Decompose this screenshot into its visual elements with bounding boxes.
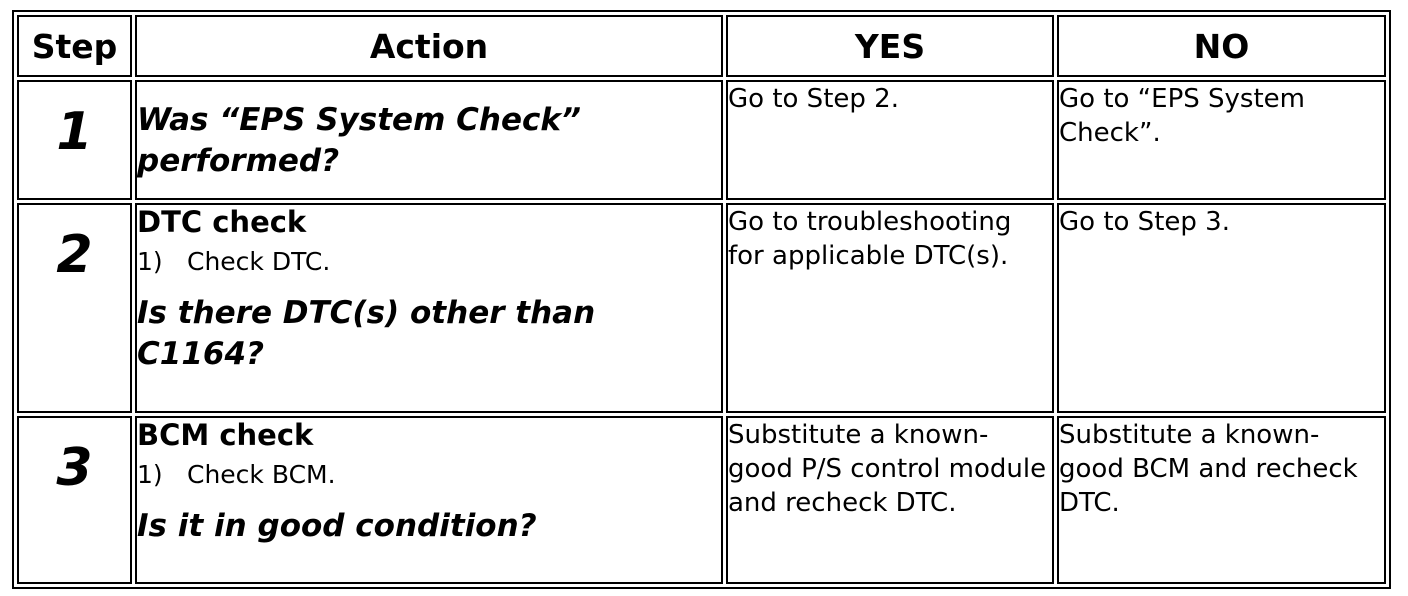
header-step: Step	[17, 15, 132, 77]
action-substep	[137, 458, 721, 492]
table-row	[17, 203, 1386, 413]
action-cell	[135, 80, 723, 200]
action-question: Is there DTC(s) other than C1164?	[137, 295, 596, 372]
action-substep	[137, 245, 721, 279]
substep-text: Check BCM.	[187, 460, 336, 489]
step-number: 1	[56, 102, 93, 162]
troubleshooting-table	[12, 10, 1391, 589]
substep-text: Check DTC.	[187, 247, 331, 276]
substep-number: 1)	[137, 460, 163, 489]
header-yes: YES	[726, 15, 1054, 77]
action-cell	[135, 416, 723, 584]
action-title: DTC check	[137, 205, 307, 239]
step-number: 2	[56, 225, 93, 285]
action-question: Was “EPS System Check” performed?	[137, 102, 581, 179]
yes-cell: Go to troubleshooting for applicable DTC(s).	[726, 203, 1054, 413]
step-cell	[17, 416, 132, 584]
table-row	[17, 416, 1386, 584]
action-cell	[135, 203, 723, 413]
step-cell	[17, 203, 132, 413]
substep-number: 1)	[137, 247, 163, 276]
no-cell: Substitute a known-good BCM and recheck DTC.	[1057, 416, 1386, 584]
no-cell: Go to Step 3.	[1057, 203, 1386, 413]
action-title: BCM check	[137, 418, 314, 452]
table-row	[17, 80, 1386, 200]
header-row	[17, 15, 1386, 77]
yes-cell: Substitute a known-good P/S control module and recheck DTC.	[726, 416, 1054, 584]
action-question: Is it in good condition?	[137, 508, 537, 544]
header-action: Action	[135, 15, 723, 77]
no-cell: Go to “EPS System Check”.	[1057, 80, 1386, 200]
yes-cell: Go to Step 2.	[726, 80, 1054, 200]
header-no: NO	[1057, 15, 1386, 77]
step-number: 3	[56, 438, 93, 498]
step-cell	[17, 80, 132, 200]
